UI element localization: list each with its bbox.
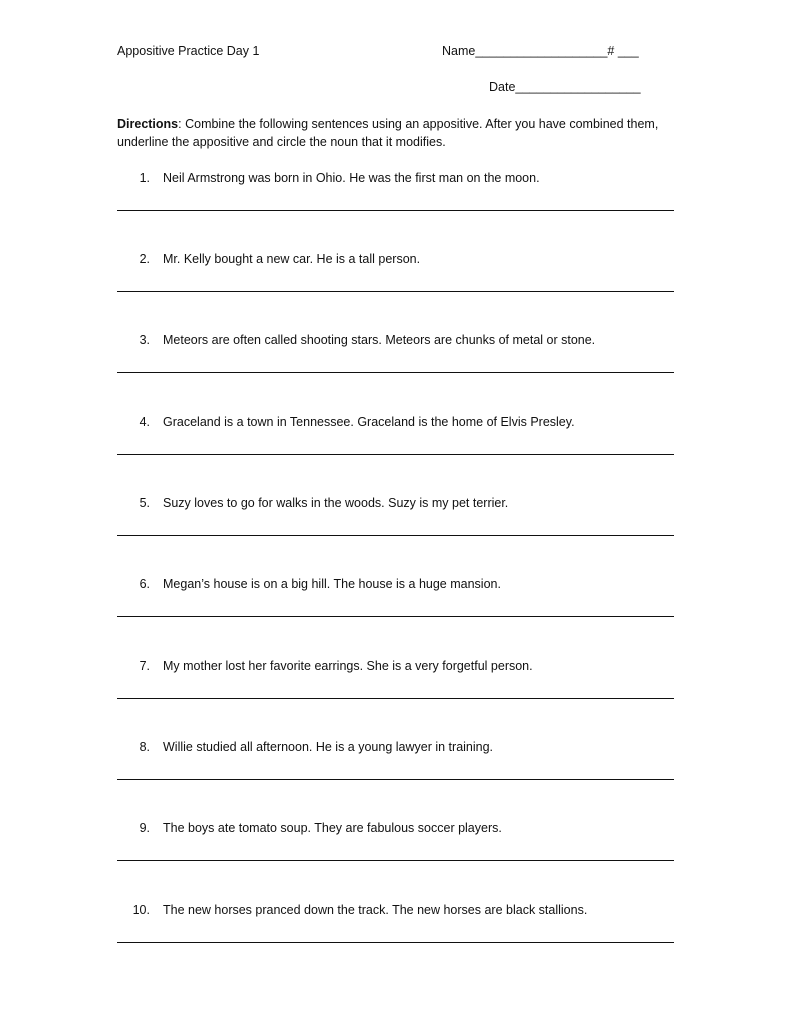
question-item: [0, 496, 791, 576]
date-field: Date__________________: [489, 80, 641, 94]
question-item: [0, 903, 791, 983]
question-number: 6.: [139, 577, 150, 591]
question-number: 10.: [132, 903, 150, 917]
directions-paragraph: [117, 115, 677, 151]
question-number: 8.: [139, 740, 150, 754]
answer-line: [117, 616, 674, 617]
question-sentence: Neil Armstrong was born in Ohio. He was the first man on the moon.: [163, 171, 540, 185]
question-sentence: Willie studied all afternoon. He is a young lawyer in training.: [163, 740, 494, 754]
question-sentence: The new horses pranced down the track. The new horses are black stallions.: [163, 903, 588, 917]
question-sentence: Suzy loves to go for walks in the woods. Suzy is my pet terrier.: [163, 496, 509, 510]
answer-line: [117, 860, 674, 861]
question-item: [0, 740, 791, 820]
question-sentence: The boys ate tomato soup. They are fabulous soccer players.: [163, 821, 502, 835]
question-sentence: Megan’s house is on a big hill. The house is a huge mansion.: [163, 577, 501, 591]
question-number: 4.: [139, 415, 150, 429]
answer-line: [117, 454, 674, 455]
answer-line: [117, 698, 674, 699]
question-item: [0, 252, 791, 332]
answer-line: [117, 779, 674, 780]
question-sentence: My mother lost her favorite earrings. She is a very forgetful person.: [163, 659, 533, 673]
question-item: [0, 821, 791, 901]
answer-line: [117, 372, 674, 373]
directions-label: Directions: [117, 117, 179, 131]
question-number: 5.: [139, 496, 150, 510]
question-item: [0, 333, 791, 413]
question-sentence: Graceland is a town in Tennessee. Graceland is the home of Elvis Presley.: [163, 415, 575, 429]
question-number: 1.: [139, 171, 150, 185]
answer-line: [117, 942, 674, 943]
question-item: [0, 577, 791, 657]
answer-line: [117, 535, 674, 536]
worksheet-title: Appositive Practice Day 1: [117, 44, 260, 58]
question-number: 7.: [139, 659, 150, 673]
question-item: [0, 659, 791, 739]
question-sentence: Meteors are often called shooting stars. Meteors are chunks of metal or stone.: [163, 333, 596, 347]
question-item: [0, 171, 791, 251]
answer-line: [117, 210, 674, 211]
question-sentence: Mr. Kelly bought a new car. He is a tall person.: [163, 252, 421, 266]
question-number: 9.: [139, 821, 150, 835]
question-number: 2.: [139, 252, 150, 266]
question-item: [0, 415, 791, 495]
question-number: 3.: [139, 333, 150, 347]
directions-text: : Combine the following sentences using an appositive. After you have combined them, underline the appositive and circle the noun that it modifies.: [117, 117, 659, 149]
name-number-field: Name___________________# ___: [442, 44, 639, 58]
answer-line: [117, 291, 674, 292]
